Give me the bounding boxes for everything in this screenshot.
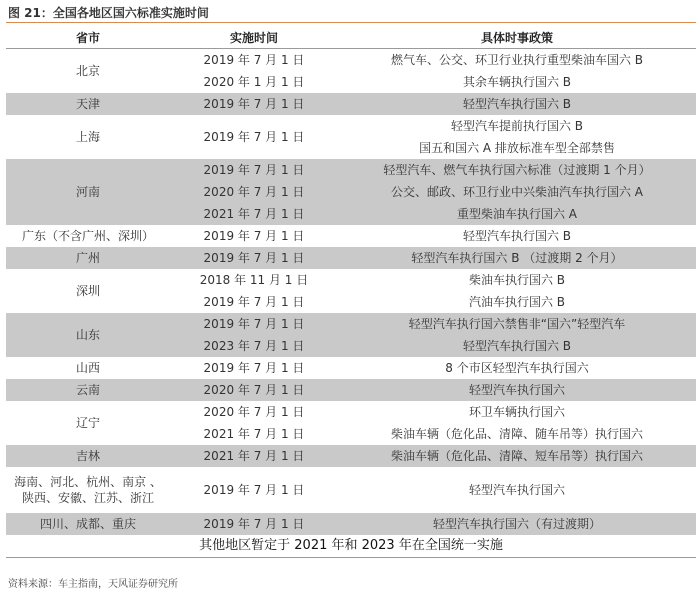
date-cell: 2021 年 7 月 1 日 bbox=[170, 445, 338, 467]
date-cell: 2021 年 7 月 1 日 bbox=[203, 427, 305, 441]
province-cell: 山东 bbox=[6, 313, 170, 357]
date-cell: 2019 年 7 月 1 日 bbox=[203, 295, 305, 309]
date-cell: 2019 年 7 月 1 日 bbox=[203, 53, 305, 67]
table-row bbox=[6, 269, 696, 291]
policy-cell: 汽油车执行国六 B bbox=[468, 295, 566, 309]
province-cell: 河南 bbox=[6, 159, 170, 225]
date-cell: 2019 年 7 月 1 日 bbox=[170, 247, 338, 269]
policy-cell: 柴油车辆（危化品、清障、随车吊等）执行国六 bbox=[390, 427, 643, 441]
date-cell: 2018 年 11 月 1 日 bbox=[199, 273, 309, 287]
date-cell: 2019 年 7 月 1 日 bbox=[203, 483, 305, 497]
date-cell: 2019 年 7 月 1 日 bbox=[203, 130, 305, 144]
table-row bbox=[6, 467, 696, 513]
policy-cell: 其余车辆执行国六 B bbox=[462, 75, 572, 89]
table-row bbox=[6, 93, 696, 115]
date-cell: 2019 年 7 月 1 日 bbox=[170, 313, 338, 335]
figure-title: 图 21：全国各地区国六标准实施时间 bbox=[8, 6, 209, 20]
province-cell: 深圳 bbox=[75, 284, 100, 298]
table-row bbox=[6, 379, 696, 401]
date-cell: 2020 年 1 月 1 日 bbox=[203, 75, 305, 89]
date-cell: 2020 年 7 月 1 日 bbox=[203, 405, 305, 419]
source-note: 资料来源：车主指南，天风证券研究所 bbox=[8, 579, 178, 590]
policy-cell: 轻型汽车执行国六 bbox=[468, 483, 565, 497]
policy-cell: 8 个市区轻型汽车执行国六 bbox=[445, 361, 589, 375]
province-cell: 天津 bbox=[6, 93, 170, 115]
province-cell: 广州 bbox=[6, 247, 170, 269]
table-row bbox=[6, 247, 696, 269]
province-cell: 吉林 bbox=[6, 445, 170, 467]
date-cell: 2019 年 7 月 1 日 bbox=[203, 229, 305, 243]
policy-cell: 轻型汽车提前执行国六 B bbox=[450, 119, 584, 133]
policy-cell: 轻型汽车执行国六禁售非“国六”轻型汽车 bbox=[338, 313, 696, 335]
policy-cell: 轻型汽车执行国六 B （过渡期 2 个月） bbox=[338, 247, 696, 269]
province-cell: 辽宁 bbox=[75, 416, 100, 430]
policy-cell: 轻型汽车执行国六 B bbox=[462, 229, 572, 243]
province-cell: 四川、成都、重庆 bbox=[6, 513, 170, 535]
date-cell: 2019 年 7 月 1 日 bbox=[203, 361, 305, 375]
policy-cell: 轻型汽车执行国六 B bbox=[338, 93, 696, 115]
table-row bbox=[6, 225, 696, 247]
footer-note: 其他地区暂定于 2021 年和 2023 年在全国统一实施 bbox=[6, 535, 696, 558]
policy-cell: 重型柴油车执行国六 A bbox=[338, 203, 696, 225]
table-row bbox=[6, 115, 696, 137]
policy-cell: 轻型汽车执行国六（有过渡期） bbox=[338, 513, 696, 535]
policy-cell: 轻型汽车、燃气车执行国六标准（过渡期 1 个月） bbox=[338, 159, 696, 181]
policy-cell: 燃气车、公交、环卫行业执行重型柴油车国六 B bbox=[390, 53, 644, 67]
table-row bbox=[6, 445, 696, 467]
title-divider bbox=[6, 22, 696, 23]
table-row bbox=[6, 159, 696, 181]
header-row bbox=[6, 26, 696, 49]
policy-cell: 轻型汽车执行国六 bbox=[338, 379, 696, 401]
policy-cell: 柴油车执行国六 B bbox=[468, 273, 566, 287]
table-row bbox=[6, 357, 696, 379]
table-row bbox=[6, 513, 696, 535]
header-date: 实施时间 bbox=[170, 26, 338, 49]
date-cell: 2020 年 7 月 1 日 bbox=[170, 379, 338, 401]
table-row bbox=[6, 401, 696, 423]
province-cell: 广东（不含广州、深圳） bbox=[21, 229, 154, 243]
table-row bbox=[6, 313, 696, 335]
date-cell: 2020 年 7 月 1 日 bbox=[170, 181, 338, 203]
province-cell: 北京 bbox=[75, 64, 100, 78]
date-cell: 2021 年 7 月 1 日 bbox=[170, 203, 338, 225]
header-policy: 具体时事政策 bbox=[338, 26, 696, 49]
header-province: 省市 bbox=[6, 26, 170, 49]
province-cell: 山西 bbox=[75, 361, 100, 375]
table-row bbox=[6, 49, 696, 72]
policy-cell: 环卫车辆执行国六 bbox=[468, 405, 565, 419]
province-cell: 云南 bbox=[6, 379, 170, 401]
date-cell: 2023 年 7 月 1 日 bbox=[170, 335, 338, 357]
date-cell: 2019 年 7 月 1 日 bbox=[170, 159, 338, 181]
policy-table bbox=[6, 26, 696, 558]
policy-cell: 轻型汽车执行国六 B bbox=[338, 335, 696, 357]
province-cell: 上海 bbox=[75, 130, 100, 144]
footer-row bbox=[6, 535, 696, 558]
province-cell: 海南、河北、杭州、南京 、陕西、安徽、江苏、浙江 bbox=[14, 475, 162, 505]
policy-cell: 柴油车辆（危化品、清障、短车吊等）执行国六 bbox=[338, 445, 696, 467]
date-cell: 2019 年 7 月 1 日 bbox=[170, 93, 338, 115]
policy-cell: 国五和国六 A 排放标准车型全部禁售 bbox=[419, 141, 615, 155]
date-cell: 2019 年 7 月 1 日 bbox=[170, 513, 338, 535]
policy-cell: 公交、邮政、环卫行业中兴柴油汽车执行国六 A bbox=[338, 181, 696, 203]
